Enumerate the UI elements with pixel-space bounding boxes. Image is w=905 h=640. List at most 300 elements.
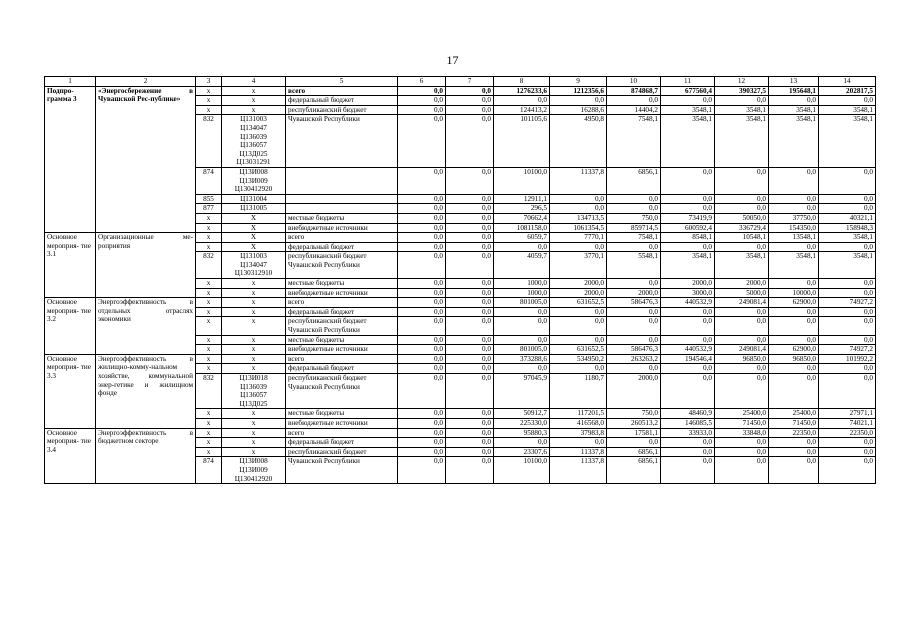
admin-code: х — [196, 233, 222, 243]
amount-cell: 10548,1 — [715, 233, 769, 243]
funding-source: местные бюджеты — [286, 335, 398, 345]
amount-cell: 0,0 — [607, 364, 661, 374]
budget-codes: х — [222, 428, 286, 438]
amount-cell: 750,0 — [607, 409, 661, 419]
table-row — [45, 354, 876, 364]
amount-cell: 195648,1 — [769, 86, 819, 96]
amount-cell: 0,0 — [398, 233, 446, 243]
amount-cell: 10100,0 — [494, 457, 550, 484]
budget-codes: Ц131004 — [222, 194, 286, 204]
funding-source: местные бюджеты — [286, 213, 398, 223]
amount-cell: 0,0 — [769, 317, 819, 335]
amount-cell: 631652,5 — [550, 345, 607, 355]
amount-cell: 296,5 — [494, 204, 550, 214]
funding-source: федеральный бюджет — [286, 364, 398, 374]
amount-cell: 416568,0 — [550, 418, 607, 428]
header-col-4: 4 — [222, 77, 286, 87]
amount-cell: 154350,0 — [769, 223, 819, 233]
amount-cell: 0,0 — [446, 364, 494, 374]
amount-cell: 3770,1 — [550, 252, 607, 279]
amount-cell: 0,0 — [398, 115, 446, 168]
amount-cell: 5000,0 — [715, 288, 769, 298]
amount-cell: 3548,1 — [769, 105, 819, 115]
admin-code: х — [196, 364, 222, 374]
amount-cell: 0,0 — [446, 345, 494, 355]
amount-cell: 0,0 — [819, 307, 876, 317]
funding-source: республиканский бюджет Чувашской Республики — [286, 317, 398, 335]
amount-cell: 11337,8 — [550, 457, 607, 484]
amount-cell: 0,0 — [446, 96, 494, 106]
budget-codes: Х — [222, 233, 286, 243]
amount-cell: 71450,0 — [769, 418, 819, 428]
header-col-10: 10 — [607, 77, 661, 87]
amount-cell: 7770,1 — [550, 233, 607, 243]
budget-codes: х — [222, 298, 286, 308]
amount-cell: 0,0 — [819, 457, 876, 484]
amount-cell: 1180,7 — [550, 374, 607, 409]
amount-cell: 440532,9 — [661, 345, 715, 355]
header-col-8: 8 — [494, 77, 550, 87]
amount-cell: 0,0 — [446, 354, 494, 364]
amount-cell: 40321,1 — [819, 213, 876, 223]
amount-cell: 6059,7 — [494, 233, 550, 243]
budget-codes: Х — [222, 213, 286, 223]
amount-cell: 0,0 — [446, 374, 494, 409]
amount-cell: 3548,1 — [769, 252, 819, 279]
admin-code: х — [196, 335, 222, 345]
budget-codes: х — [222, 105, 286, 115]
funding-source: местные бюджеты — [286, 409, 398, 419]
amount-cell: 0,0 — [398, 288, 446, 298]
amount-cell: 801005,0 — [494, 345, 550, 355]
amount-cell: 2000,0 — [607, 288, 661, 298]
amount-cell: 225330,0 — [494, 418, 550, 428]
header-col-7: 7 — [446, 77, 494, 87]
budget-codes: х — [222, 447, 286, 457]
amount-cell: 750,0 — [607, 213, 661, 223]
amount-cell: 0,0 — [494, 307, 550, 317]
amount-cell: 0,0 — [550, 96, 607, 106]
amount-cell: 124413,2 — [494, 105, 550, 115]
amount-cell: 6856,1 — [607, 447, 661, 457]
admin-code: 832 — [196, 115, 222, 168]
funding-source: федеральный бюджет — [286, 307, 398, 317]
amount-cell: 0,0 — [769, 374, 819, 409]
budget-table — [44, 76, 876, 484]
amount-cell: 74021,1 — [819, 418, 876, 428]
amount-cell: 0,0 — [494, 96, 550, 106]
budget-codes: х — [222, 345, 286, 355]
amount-cell: 0,0 — [819, 242, 876, 252]
amount-cell: 3548,1 — [661, 115, 715, 168]
amount-cell: 0,0 — [819, 96, 876, 106]
amount-cell: 874868,7 — [607, 86, 661, 96]
budget-codes: х — [222, 86, 286, 96]
amount-cell: 336729,4 — [715, 223, 769, 233]
amount-cell: 10100,0 — [494, 167, 550, 194]
amount-cell: 4950,8 — [550, 115, 607, 168]
amount-cell: 97045,9 — [494, 374, 550, 409]
amount-cell: 0,0 — [661, 307, 715, 317]
amount-cell: 50050,0 — [715, 213, 769, 223]
amount-cell: 0,0 — [769, 457, 819, 484]
amount-cell: 0,0 — [769, 364, 819, 374]
admin-code: х — [196, 86, 222, 96]
amount-cell: 0,0 — [661, 96, 715, 106]
amount-cell: 96850,0 — [715, 354, 769, 364]
amount-cell: 0,0 — [769, 335, 819, 345]
budget-codes: Ц13И008 Ц13И009 Ц130412920 — [222, 457, 286, 484]
amount-cell: 677560,4 — [661, 86, 715, 96]
section-name: Подпро- грамма 3 — [45, 86, 96, 233]
admin-code: х — [196, 298, 222, 308]
admin-code: 874 — [196, 167, 222, 194]
amount-cell: 62900,0 — [769, 345, 819, 355]
admin-code: 877 — [196, 204, 222, 214]
section-title: Энергоэффективность в отдельных отраслях экономики — [96, 298, 196, 355]
amount-cell: 0,0 — [715, 447, 769, 457]
amount-cell: 0,0 — [446, 204, 494, 214]
amount-cell: 2000,0 — [607, 374, 661, 409]
admin-code: х — [196, 223, 222, 233]
amount-cell: 0,0 — [446, 457, 494, 484]
amount-cell: 0,0 — [550, 194, 607, 204]
amount-cell: 0,0 — [446, 288, 494, 298]
amount-cell: 0,0 — [446, 233, 494, 243]
amount-cell: 22350,0 — [819, 428, 876, 438]
amount-cell: 0,0 — [446, 167, 494, 194]
amount-cell: 0,0 — [446, 213, 494, 223]
amount-cell: 0,0 — [819, 167, 876, 194]
amount-cell: 8548,1 — [661, 233, 715, 243]
amount-cell: 0,0 — [398, 194, 446, 204]
amount-cell: 0,0 — [715, 307, 769, 317]
amount-cell: 0,0 — [398, 457, 446, 484]
amount-cell: 0,0 — [661, 374, 715, 409]
amount-cell: 7548,1 — [607, 233, 661, 243]
amount-cell: 586476,3 — [607, 298, 661, 308]
funding-source: всего — [286, 233, 398, 243]
amount-cell: 0,0 — [494, 438, 550, 448]
budget-codes: х — [222, 409, 286, 419]
amount-cell: 12911,1 — [494, 194, 550, 204]
amount-cell: 0,0 — [398, 374, 446, 409]
amount-cell: 2000,0 — [715, 279, 769, 289]
amount-cell: 0,0 — [819, 335, 876, 345]
amount-cell: 0,0 — [550, 317, 607, 335]
amount-cell: 0,0 — [607, 335, 661, 345]
amount-cell: 600592,4 — [661, 223, 715, 233]
amount-cell: 0,0 — [769, 96, 819, 106]
amount-cell: 3548,1 — [819, 115, 876, 168]
amount-cell: 0,0 — [398, 223, 446, 233]
amount-cell: 134713,5 — [550, 213, 607, 223]
amount-cell: 96850,0 — [769, 354, 819, 364]
amount-cell: 70662,4 — [494, 213, 550, 223]
amount-cell: 0,0 — [446, 252, 494, 279]
amount-cell: 0,0 — [769, 279, 819, 289]
admin-code: х — [196, 279, 222, 289]
admin-code: х — [196, 242, 222, 252]
amount-cell: 4059,7 — [494, 252, 550, 279]
funding-source: федеральный бюджет — [286, 438, 398, 448]
amount-cell: 0,0 — [661, 457, 715, 484]
funding-source: федеральный бюджет — [286, 242, 398, 252]
amount-cell: 0,0 — [398, 86, 446, 96]
amount-cell: 13548,1 — [769, 233, 819, 243]
amount-cell: 0,0 — [446, 428, 494, 438]
amount-cell: 0,0 — [661, 447, 715, 457]
page-number: 17 — [446, 53, 459, 67]
section-name: Основное мероприя- тие 3.4 — [45, 428, 96, 484]
amount-cell: 3548,1 — [769, 115, 819, 168]
section-title: Энергоэффективность в жилищно-комму-нальном хозяйстве, коммунальной энер-гетике и жилищном фонде — [96, 354, 196, 428]
amount-cell: 0,0 — [661, 242, 715, 252]
amount-cell: 3548,1 — [819, 252, 876, 279]
amount-cell: 586476,3 — [607, 345, 661, 355]
amount-cell: 0,0 — [398, 364, 446, 374]
amount-cell: 71450,0 — [715, 418, 769, 428]
amount-cell: 534950,2 — [550, 354, 607, 364]
amount-cell: 0,0 — [819, 288, 876, 298]
amount-cell: 0,0 — [446, 317, 494, 335]
amount-cell: 0,0 — [446, 447, 494, 457]
funding-source: внебюджетные источники — [286, 223, 398, 233]
budget-codes: Ц131003 Ц134047 Ц130312910 — [222, 252, 286, 279]
header-col-9: 9 — [550, 77, 607, 87]
amount-cell: 14404,2 — [607, 105, 661, 115]
header-col-5: 5 — [286, 77, 398, 87]
table-row — [45, 86, 876, 96]
funding-source: Чувашской Республики — [286, 457, 398, 484]
amount-cell: 0,0 — [769, 447, 819, 457]
amount-cell: 1000,0 — [494, 279, 550, 289]
amount-cell: 0,0 — [398, 242, 446, 252]
amount-cell: 3548,1 — [819, 105, 876, 115]
budget-codes: х — [222, 438, 286, 448]
amount-cell: 2000,0 — [550, 279, 607, 289]
budget-codes: х — [222, 96, 286, 106]
amount-cell: 0,0 — [398, 438, 446, 448]
amount-cell: 0,0 — [607, 242, 661, 252]
amount-cell: 6856,1 — [607, 167, 661, 194]
amount-cell: 0,0 — [446, 279, 494, 289]
amount-cell: 0,0 — [398, 213, 446, 223]
amount-cell: 0,0 — [398, 447, 446, 457]
amount-cell: 440532,9 — [661, 298, 715, 308]
amount-cell: 801005,0 — [494, 298, 550, 308]
funding-source: республиканский бюджет Чувашской Республики — [286, 374, 398, 409]
amount-cell: 0,0 — [819, 447, 876, 457]
amount-cell: 0,0 — [819, 438, 876, 448]
amount-cell: 0,0 — [446, 105, 494, 115]
amount-cell: 50912,7 — [494, 409, 550, 419]
amount-cell: 3548,1 — [819, 233, 876, 243]
funding-source: местные бюджеты — [286, 279, 398, 289]
amount-cell: 0,0 — [494, 364, 550, 374]
budget-codes: Ц13И008 Ц13И009 Ц130412920 — [222, 167, 286, 194]
amount-cell: 0,0 — [715, 96, 769, 106]
amount-cell: 0,0 — [661, 364, 715, 374]
amount-cell: 3548,1 — [661, 105, 715, 115]
amount-cell: 0,0 — [398, 252, 446, 279]
amount-cell: 17581,1 — [607, 428, 661, 438]
funding-source: всего — [286, 86, 398, 96]
amount-cell: 0,0 — [715, 438, 769, 448]
amount-cell: 0,0 — [494, 242, 550, 252]
amount-cell: 22350,0 — [769, 428, 819, 438]
table-row — [45, 298, 876, 308]
amount-cell: 101992,2 — [819, 354, 876, 364]
amount-cell: 0,0 — [446, 223, 494, 233]
amount-cell: 0,0 — [819, 204, 876, 214]
amount-cell: 1212356,6 — [550, 86, 607, 96]
amount-cell: 0,0 — [398, 298, 446, 308]
admin-code: х — [196, 307, 222, 317]
amount-cell: 0,0 — [550, 364, 607, 374]
amount-cell: 0,0 — [398, 307, 446, 317]
amount-cell: 6856,1 — [607, 457, 661, 484]
amount-cell: 0,0 — [398, 204, 446, 214]
admin-code: 832 — [196, 374, 222, 409]
amount-cell: 0,0 — [769, 438, 819, 448]
admin-code: х — [196, 213, 222, 223]
amount-cell: 0,0 — [607, 96, 661, 106]
admin-code: х — [196, 428, 222, 438]
admin-code: 832 — [196, 252, 222, 279]
amount-cell: 158948,3 — [819, 223, 876, 233]
amount-cell: 0,0 — [819, 374, 876, 409]
amount-cell: 0,0 — [819, 317, 876, 335]
budget-codes: Х — [222, 223, 286, 233]
amount-cell: 249081,4 — [715, 345, 769, 355]
amount-cell: 25400,0 — [769, 409, 819, 419]
section-title: Энергоэффективность в бюджетном секторе — [96, 428, 196, 484]
budget-codes: Х — [222, 242, 286, 252]
amount-cell: 33848,0 — [715, 428, 769, 438]
funding-source — [286, 167, 398, 194]
admin-code: х — [196, 418, 222, 428]
amount-cell: 10000,0 — [769, 288, 819, 298]
amount-cell: 0,0 — [607, 194, 661, 204]
section-title: «Энергосбережение в Чувашской Рес-публике» — [96, 86, 196, 233]
admin-code: х — [196, 317, 222, 335]
amount-cell: 0,0 — [769, 307, 819, 317]
amount-cell: 0,0 — [607, 317, 661, 335]
table-row — [45, 233, 876, 243]
section-name: Основное мероприя- тие 3.1 — [45, 233, 96, 298]
amount-cell: 631652,5 — [550, 298, 607, 308]
amount-cell: 74927,2 — [819, 345, 876, 355]
amount-cell: 263263,2 — [607, 354, 661, 364]
admin-code: х — [196, 96, 222, 106]
amount-cell: 0,0 — [446, 194, 494, 204]
amount-cell: 1000,0 — [494, 288, 550, 298]
amount-cell: 0,0 — [550, 335, 607, 345]
amount-cell: 11337,8 — [550, 167, 607, 194]
amount-cell: 0,0 — [398, 335, 446, 345]
amount-cell: 0,0 — [446, 86, 494, 96]
amount-cell: 0,0 — [398, 345, 446, 355]
amount-cell: 7548,1 — [607, 115, 661, 168]
amount-cell: 0,0 — [715, 167, 769, 194]
amount-cell: 1276233,6 — [494, 86, 550, 96]
funding-source: республиканский бюджет — [286, 447, 398, 457]
table-body — [45, 77, 876, 484]
amount-cell: 0,0 — [446, 335, 494, 345]
amount-cell: 37750,0 — [769, 213, 819, 223]
amount-cell: 0,0 — [446, 438, 494, 448]
amount-cell: 0,0 — [494, 317, 550, 335]
amount-cell: 117201,5 — [550, 409, 607, 419]
amount-cell: 3548,1 — [715, 115, 769, 168]
amount-cell: 0,0 — [769, 204, 819, 214]
amount-cell: 0,0 — [550, 204, 607, 214]
budget-codes: Ц131003 Ц134047 Ц136039 Ц136057 Ц13Д025 Ц13031291 — [222, 115, 286, 168]
amount-cell: 859714,5 — [607, 223, 661, 233]
amount-cell: 0,0 — [819, 279, 876, 289]
amount-cell: 5548,1 — [607, 252, 661, 279]
amount-cell: 73419,9 — [661, 213, 715, 223]
amount-cell: 0,0 — [607, 279, 661, 289]
amount-cell: 0,0 — [398, 317, 446, 335]
amount-cell: 0,0 — [398, 167, 446, 194]
amount-cell: 390327,5 — [715, 86, 769, 96]
admin-code: х — [196, 409, 222, 419]
amount-cell: 1081158,0 — [494, 223, 550, 233]
amount-cell: 0,0 — [398, 409, 446, 419]
section-title: Организационные ме-роприятия — [96, 233, 196, 298]
amount-cell: 260513,2 — [607, 418, 661, 428]
budget-codes: х — [222, 354, 286, 364]
amount-cell: 1061354,5 — [550, 223, 607, 233]
funding-source — [286, 204, 398, 214]
amount-cell: 95880,3 — [494, 428, 550, 438]
budget-codes: Ц131005 — [222, 204, 286, 214]
amount-cell: 0,0 — [715, 194, 769, 204]
amount-cell: 0,0 — [661, 204, 715, 214]
amount-cell: 0,0 — [607, 307, 661, 317]
amount-cell: 0,0 — [398, 354, 446, 364]
funding-source: всего — [286, 428, 398, 438]
amount-cell: 0,0 — [446, 115, 494, 168]
amount-cell: 0,0 — [446, 298, 494, 308]
funding-source: республиканский бюджет — [286, 105, 398, 115]
amount-cell: 33933,0 — [661, 428, 715, 438]
header-col-11: 11 — [661, 77, 715, 87]
amount-cell: 0,0 — [661, 167, 715, 194]
amount-cell: 0,0 — [769, 167, 819, 194]
amount-cell: 0,0 — [661, 335, 715, 345]
amount-cell: 3548,1 — [661, 252, 715, 279]
amount-cell: 0,0 — [446, 307, 494, 317]
column-number-header — [45, 77, 876, 87]
admin-code: х — [196, 438, 222, 448]
amount-cell: 0,0 — [819, 194, 876, 204]
amount-cell: 2000,0 — [550, 288, 607, 298]
amount-cell: 16288,6 — [550, 105, 607, 115]
amount-cell: 0,0 — [398, 96, 446, 106]
header-col-13: 13 — [769, 77, 819, 87]
amount-cell: 0,0 — [715, 374, 769, 409]
amount-cell: 0,0 — [715, 457, 769, 484]
amount-cell: 0,0 — [398, 105, 446, 115]
header-col-12: 12 — [715, 77, 769, 87]
admin-code: х — [196, 447, 222, 457]
amount-cell: 23307,6 — [494, 447, 550, 457]
funding-source: внебюджетные источники — [286, 418, 398, 428]
amount-cell: 0,0 — [550, 307, 607, 317]
